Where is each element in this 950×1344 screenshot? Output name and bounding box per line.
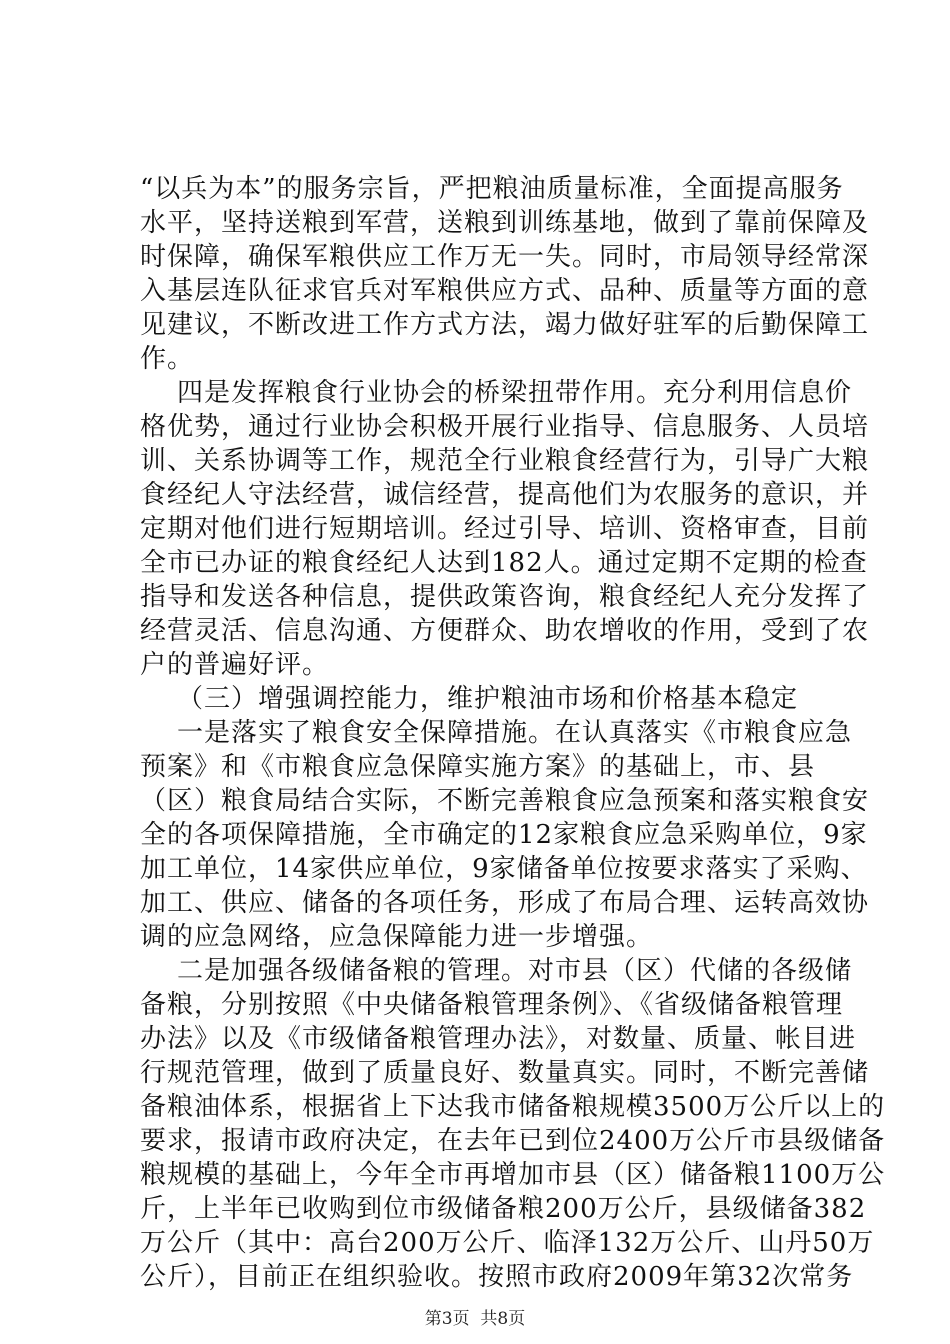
document-body — [140, 172, 886, 1294]
text-line: 见建议，不断改进工作方式方法，竭力做好驻军的后勤保障工 — [140, 310, 870, 340]
text-line: 斤，上半年已收购到位市级储备粮200万公斤，县级储备382 — [140, 1194, 867, 1224]
text-line: （区）粮食局结合实际，不断完善粮食应急预案和落实粮食安 — [140, 786, 870, 816]
text-line: 四是发挥粮食行业协会的桥梁扭带作用。充分利用信息价 — [140, 378, 853, 408]
text-line: 食经纪人守法经营，诚信经营，提高他们为农服务的意识，并 — [140, 480, 870, 510]
text-line: 办法》以及《市级储备粮管理办法》，对数量、质量、帐目进 — [140, 1024, 857, 1054]
text-line: 调的应急网络，应急保障能力进一步增强。 — [140, 922, 654, 952]
text-line: 粮规模的基础上，今年全市再增加市县（区）储备粮1100万公 — [140, 1160, 886, 1190]
text-line: “以兵为本”的服务宗旨，严把粮油质量标准，全面提高服务 — [140, 174, 844, 204]
text-line: 要求，报请市政府决定，在去年已到位2400万公斤市县级储备 — [140, 1126, 886, 1156]
text-line: 指导和发送各种信息，提供政策咨询，粮食经纪人充分发挥了 — [140, 582, 870, 612]
text-line: 作。 — [140, 344, 195, 374]
text-line: 水平，坚持送粮到军营，送粮到训练基地，做到了靠前保障及 — [140, 208, 870, 238]
text-line: 加工单位，14家供应单位，9家储备单位按要求落实了采购、 — [140, 854, 868, 884]
text-line: 全市已办证的粮食经纪人达到182人。通过定期不定期的检查 — [140, 548, 868, 578]
text-line: 一是落实了粮食安全保障措施。在认真落实《市粮食应急 — [140, 718, 853, 748]
text-line: 二是加强各级储备粮的管理。对市县（区）代储的各级储 — [140, 956, 853, 986]
text-line: 格优势，通过行业协会积极开展行业指导、信息服务、人员培 — [140, 412, 870, 442]
text-line: 时保障，确保军粮供应工作万无一失。同时，市局领导经常深 — [140, 242, 870, 272]
text-line: （三）增强调控能力，维护粮油市场和价格基本稳定 — [140, 684, 799, 714]
text-line: 入基层连队征求官兵对军粮供应方式、品种、质量等方面的意 — [140, 276, 870, 306]
text-line: 行规范管理，做到了质量良好、数量真实。同时，不断完善储 — [140, 1058, 870, 1088]
text-line: 万公斤（其中：高台200万公斤、临泽132万公斤、山丹50万 — [140, 1228, 875, 1258]
text-line: 备粮，分别按照《中央储备粮管理条例》、《省级储备粮管理 — [140, 990, 844, 1020]
text-line: 加工、供应、储备的各项任务，形成了布局合理、运转高效协 — [140, 888, 870, 918]
text-line: 公斤），目前正在组织验收。按照市政府2009年第32次常务 — [140, 1262, 854, 1292]
text-line: 全的各项保障措施，全市确定的12家粮食应急采购单位，9家 — [140, 820, 868, 850]
text-line: 户的普遍好评。 — [140, 650, 330, 680]
text-line: 备粮油体系，根据省上下达我市储备粮规模3500万公斤以上的 — [140, 1092, 886, 1122]
text-line: 训、关系协调等工作，规范全行业粮食经营行为，引导广大粮 — [140, 446, 870, 476]
text-line: 预案》和《市粮食应急保障实施方案》的基础上，市、县 — [140, 752, 816, 782]
text-line: 定期对他们进行短期培训。经过引导、培训、资格审查，目前 — [140, 514, 870, 544]
text-line: 经营灵活、信息沟通、方便群众、助农增收的作用，受到了农 — [140, 616, 870, 646]
page-footer: 第3页 共8页 — [424, 1309, 526, 1329]
